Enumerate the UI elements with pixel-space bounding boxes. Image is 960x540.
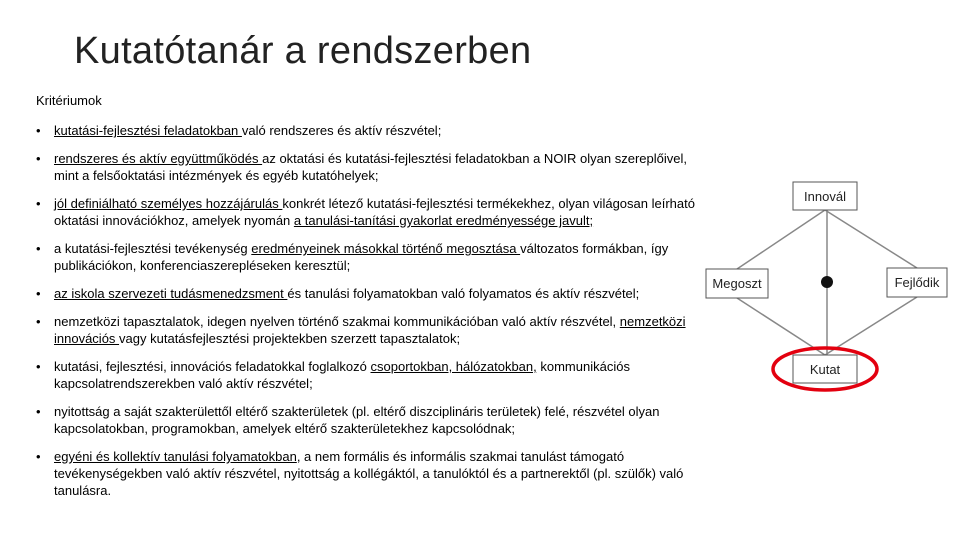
criteria-item	[36, 285, 706, 302]
underlined-text: rendszeres és aktív együttműködés	[54, 151, 263, 166]
criteria-item	[36, 240, 706, 274]
item-text: kutatási, fejlesztési, innovációs feladatokkal foglalkozó	[54, 359, 371, 374]
role-diagram	[700, 180, 950, 395]
item-text: vagy kutatásfejlesztési projektekben szerzett tapasztalatok;	[119, 331, 461, 346]
item-text: konkrét létező kutatási-fejlesztési termékekhez, olyan világosan leírható oktatási innovációkhoz, amelyek nyomán	[54, 196, 695, 228]
criteria-item	[36, 122, 706, 139]
underlined-text: a tanulási-tanítási gyakorlat eredményessége javult;	[293, 213, 594, 228]
label-right: Fejlődik	[894, 275, 940, 290]
item-text: változatos formákban, így publikációkon, konferenciaszerepléseken keresztül;	[54, 241, 669, 273]
item-text: , a nem formális és informális szakmai tanulást támogató tevékenységekben való aktív részvétel, nyitottság a kollégáktól, a tanulóktól és a partnerektől (pl. szülők) való tanulásra.	[54, 449, 684, 498]
underlined-text: az iskola szervezeti tudásmenedzsment	[54, 286, 288, 301]
connector-line	[825, 297, 917, 355]
underlined-text: jól definiálható személyes hozzájárulás	[54, 196, 283, 211]
center-node	[821, 276, 833, 288]
criteria-item	[36, 403, 706, 437]
connector-line	[825, 210, 917, 268]
label-left: Megoszt	[712, 276, 762, 291]
item-text: nyitottság a saját szakterülettől eltérő szakterületek (pl. eltérő diszciplináris területek) felé, részvétel olyan kapcsolatokban, programokban, amelyek eltérő szakterületekhez kapcsolódnak;	[54, 404, 660, 436]
page-title: Kutatótanár a rendszerben	[74, 30, 532, 72]
underlined-text: csoportokban, hálózatokban,	[370, 359, 537, 374]
criteria-item	[36, 448, 706, 499]
item-text: és tanulási folyamatokban való folyamatos és aktív részvétel;	[287, 286, 640, 301]
criteria-item	[36, 150, 706, 184]
criteria-item	[36, 195, 706, 229]
underlined-text: egyéni és kollektív tanulási folyamatokban	[54, 449, 297, 464]
item-text: az oktatási és kutatási-fejlesztési feladatokban a NOIR olyan szereplőivel, mint a felsőoktatási intézmények és egyéb kutatóhelyek;	[54, 151, 687, 183]
criteria-item	[36, 313, 706, 347]
criteria-item	[36, 358, 706, 392]
criteria-list	[36, 122, 706, 510]
label-top: Innovál	[804, 189, 846, 204]
item-text: nemzetközi tapasztalatok, idegen nyelven történő szakmai kommunikációban való aktív részvétel,	[54, 314, 620, 329]
underlined-text: kutatási-fejlesztési feladatokban	[54, 123, 242, 138]
item-text: való rendszeres és aktív részvétel;	[241, 123, 442, 138]
item-text: a kutatási-fejlesztési tevékenység	[54, 241, 252, 256]
underlined-text: nemzetközi innovációs	[54, 314, 686, 346]
criteria-heading: Kritériumok	[36, 93, 102, 108]
underlined-text: eredményeinek másokkal történő megosztása	[251, 241, 521, 256]
item-text: kommunikációs kapcsolatrendszerekben való aktív részvétel;	[54, 359, 630, 391]
label-bottom: Kutat	[809, 362, 841, 377]
connector-line	[737, 210, 825, 269]
connector-line	[737, 298, 825, 355]
